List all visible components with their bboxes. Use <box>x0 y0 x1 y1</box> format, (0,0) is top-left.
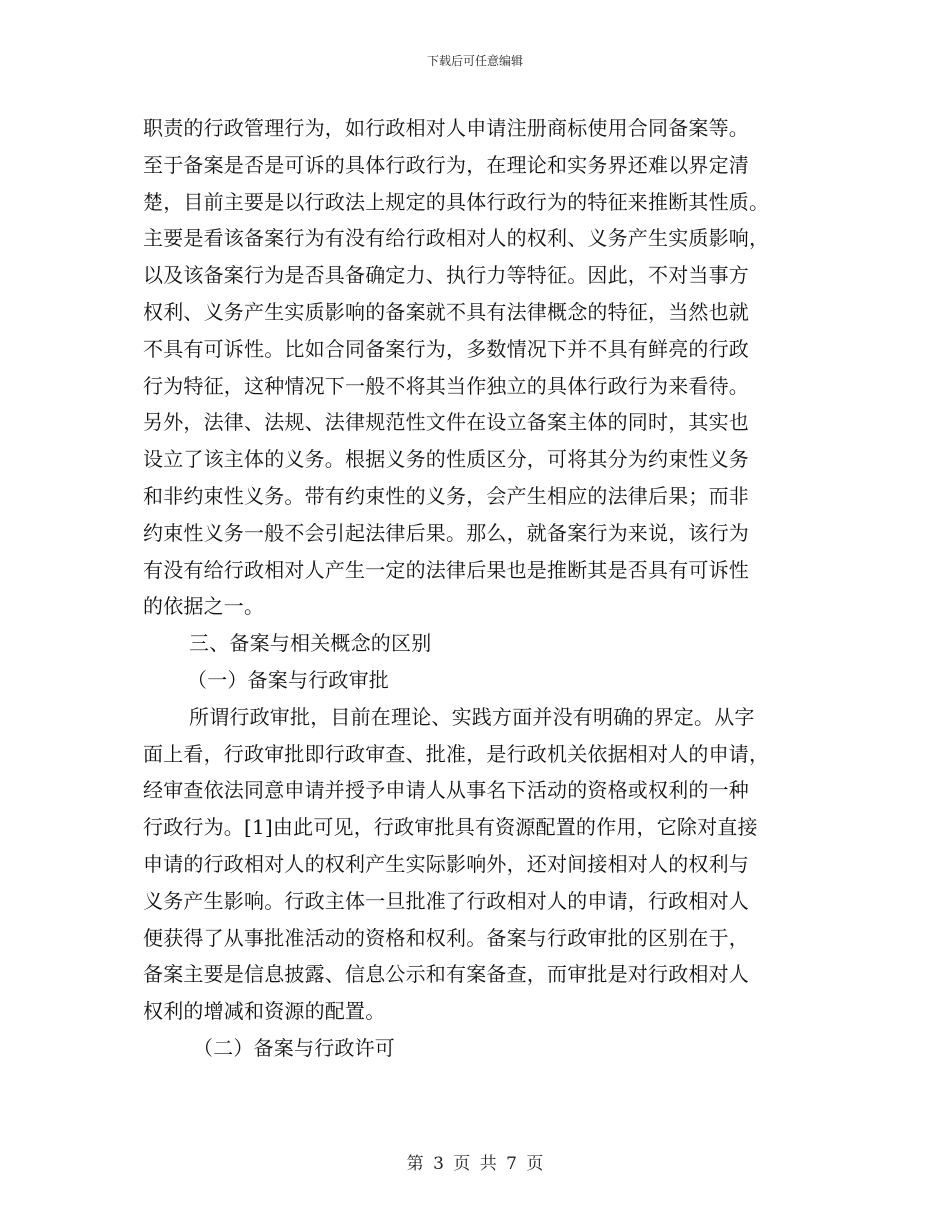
page-footer: 第 3 页 共 7 页 <box>406 1154 544 1174</box>
paragraph-line: 设立了该主体的义务。根据义务的性质区分，可将其分为约束性义务 <box>143 447 749 472</box>
paragraph-line: 约束性义务一般不会引起法律后果。那么，就备案行为来说，该行为 <box>143 520 749 545</box>
page-header: 下载后可任意编辑 <box>426 54 523 68</box>
paragraph-line: 主要是看该备案行为有没有给行政相对人的权利、义务产生实质影响， <box>143 226 770 251</box>
paragraph-line: 不具有可诉性。比如合同备案行为，多数情况下并不具有鲜亮的行政 <box>143 336 749 361</box>
paragraph-line: 经审查依法同意申请并授予申请人从事名下活动的资格或权利的一种 <box>143 778 749 803</box>
paragraph-line: 职责的行政管理行为，如行政相对人申请注册商标使用合同备案等。 <box>143 116 749 140</box>
paragraph-line: 备案主要是信息披露、信息公示和有案备查，而审批是对行政相对人 <box>143 962 749 987</box>
paragraph-line: 行为特征，这种情况下一般不将其当作独立的具体行政行为来看待。 <box>143 373 749 398</box>
paragraph-line: 权利的增减和资源的配置。 <box>143 999 386 1024</box>
paragraph-line: 的依据之一。 <box>143 594 265 619</box>
paragraph-line: 另外，法律、法规、法律规范性文件在设立备案主体的同时，其实也 <box>143 410 749 435</box>
paragraph-line: 所谓行政审批，目前在理论、实践方面并没有明确的界定。从字 <box>189 704 755 729</box>
paragraph-line: 楚，目前主要是以行政法上规定的具体行政行为的特征来推断其性质。 <box>143 189 770 214</box>
subsection-heading: （一）备案与行政审批 <box>187 667 389 692</box>
paragraph-line: 和非约束性义务。带有约束性的义务，会产生相应的法律后果；而非 <box>143 483 749 508</box>
paragraph-line: 行政行为。[1]由此可见，行政审批具有资源配置的作用，它除对直接 <box>143 815 758 840</box>
document-body <box>143 110 807 1067</box>
paragraph-line: 权利、义务产生实质影响的备案就不具有法律概念的特征，当然也就 <box>143 299 749 324</box>
section-heading: 三、备案与相关概念的区别 <box>189 631 432 656</box>
paragraph-line: 以及该备案行为是否具备确定力、执行力等特征。因此，不对当事方 <box>143 263 749 288</box>
paragraph-line: 申请的行政相对人的权利产生实际影响外，还对间接相对人的权利与 <box>143 851 749 876</box>
subsection-heading: （二）备案与行政许可 <box>193 1035 395 1060</box>
paragraph-line: 义务产生影响。行政主体一旦批准了行政相对人的申请，行政相对人 <box>143 888 749 913</box>
paragraph-line: 面上看，行政审批即行政审查、批准，是行政机关依据相对人的申请， <box>143 741 770 766</box>
paragraph-line: 有没有给行政相对人产生一定的法律后果也是推断其是否具有可诉性 <box>143 557 749 582</box>
paragraph-line: 至于备案是否是可诉的具体行政行为，在理论和实务界还难以界定清 <box>143 152 749 177</box>
paragraph-line: 便获得了从事批准活动的资格和权利。备案与行政审批的区别在于， <box>143 925 749 950</box>
